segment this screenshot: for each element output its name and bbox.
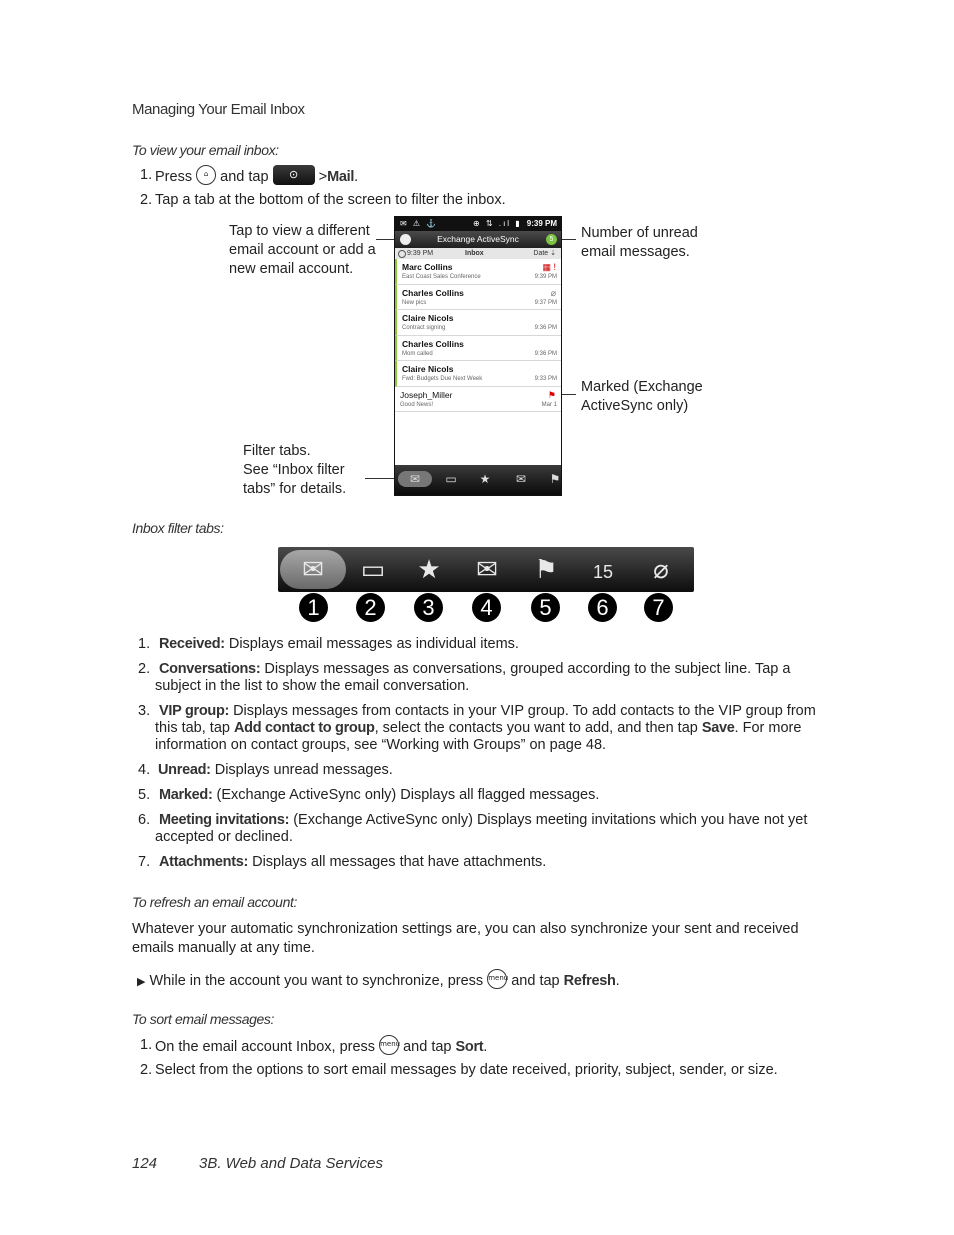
home-key-icon: ⌂	[196, 165, 216, 185]
inbox-filter-heading: Inbox filter tabs:	[132, 520, 224, 536]
step-number: 1.	[140, 1037, 153, 1053]
unread-badge: 5	[546, 234, 557, 245]
step-text: .	[354, 168, 359, 185]
message-time: 9:36 PM	[534, 325, 557, 331]
item-desc: , select the contacts you want to add, and then tap	[374, 720, 698, 736]
item-name: Conversations:	[159, 661, 261, 677]
step-text: and tap	[220, 168, 269, 185]
invite-priority-icon: ▦ !	[542, 262, 556, 272]
marked-tab-icon[interactable]: ⚑	[549, 472, 561, 486]
inbox-subheader	[395, 248, 561, 259]
message-sender: Joseph_Miller	[400, 389, 453, 400]
refresh-heading: To refresh an email account:	[132, 894, 297, 910]
callout-marked: Marked (Exchange ActiveSync only)	[581, 379, 703, 414]
tab-description	[138, 636, 828, 653]
callout-filter-tabs	[243, 442, 363, 499]
step-number: 2.	[140, 1062, 153, 1078]
callout-line	[376, 239, 394, 240]
message-row[interactable]	[395, 361, 561, 387]
sort-step-text: and tap	[403, 1038, 452, 1055]
chapter-title: 3B. Web and Data Services	[199, 1155, 383, 1172]
filter-tabs-strip	[278, 547, 694, 592]
message-time: 9:37 PM	[534, 299, 557, 306]
message-subject: Contract signing	[402, 325, 446, 331]
marked-tab-icon[interactable]: ⚑	[534, 554, 558, 584]
menu-key-label: menu	[488, 974, 509, 982]
refresh-target: Refresh	[563, 972, 616, 989]
menu-key-icon	[487, 969, 507, 989]
message-subject: Good News!	[400, 401, 434, 408]
section-title: Managing Your Email Inbox	[132, 101, 305, 118]
signal-icons: ⊕ ⇅ .ıl ▮	[473, 219, 522, 228]
tab-description	[138, 661, 828, 694]
page-number: 124	[132, 1155, 158, 1172]
save-label: Save	[701, 720, 735, 736]
item-name: Received:	[159, 636, 225, 652]
add-contact-to-group-label: Add contact to group	[234, 720, 375, 736]
item-desc: Displays email messages as individual items.	[228, 636, 519, 652]
account-bar[interactable]	[395, 231, 561, 248]
vip-tab-icon[interactable]: ★	[479, 472, 491, 486]
message-time: 9:33 PM	[534, 376, 557, 382]
refresh-paragraph: Whatever your automatic synchronization settings are, you can also synchronize your sent and received emails manually at any time.	[132, 921, 799, 956]
item-desc: Displays all messages that have attachments.	[252, 854, 547, 870]
message-row[interactable]	[395, 285, 561, 311]
refresh-step-text: While in the account you want to synchronize, press	[149, 972, 484, 989]
meeting-invitations-tab-icon[interactable]	[578, 550, 628, 589]
flag-icon: ⚑	[547, 389, 556, 400]
received-tab-icon[interactable]: ✉	[280, 550, 346, 589]
message-row[interactable]	[395, 336, 561, 362]
tab-number-badge: 6	[588, 593, 617, 622]
item-desc: . For more information on contact groups, see “Working with Groups” on page 48.	[155, 720, 802, 753]
item-number: 7.	[138, 854, 151, 870]
tab-number-badge: 4	[472, 593, 501, 622]
item-number: 5.	[138, 787, 151, 803]
step-number: 1.	[140, 167, 153, 183]
calendar-day-label: 15	[592, 562, 614, 582]
unread-tab-icon[interactable]: ✉	[515, 472, 527, 486]
refresh-step	[137, 971, 827, 991]
attachment-icon: ⌀	[550, 287, 556, 298]
sort-text: Date	[533, 250, 549, 257]
sort-step2: Select from the options to sort email messages by date received, priority, subject, sender, or size.	[155, 1062, 778, 1078]
status-time: 9:39 PM	[526, 219, 557, 228]
launch-bar-icon: ⊙	[273, 165, 315, 185]
item-desc: (Exchange ActiveSync only) Displays all flagged messages.	[216, 787, 600, 803]
tab-number-badge: 1	[299, 593, 328, 622]
item-name: Meeting invitations:	[159, 812, 290, 828]
conversations-tab-icon[interactable]: ▭	[360, 554, 386, 584]
message-subject: Fwd: Budgets Due Next Week	[402, 376, 483, 382]
sort-step1	[155, 1037, 487, 1057]
message-sender: Marc Collins	[402, 262, 453, 272]
mail-target: Mail	[327, 168, 355, 185]
tab-number-badge: 7	[644, 593, 673, 622]
message-sender: Charles Collins	[402, 338, 464, 349]
view-inbox-step1	[155, 167, 358, 187]
unread-tab-icon[interactable]: ✉	[476, 554, 498, 584]
message-time: Mar 1	[541, 401, 557, 408]
view-inbox-heading: To view your email inbox:	[132, 142, 279, 158]
item-number: 3.	[138, 703, 151, 719]
sort-label[interactable]: Date ⇣	[533, 250, 556, 257]
sort-step-text: .	[483, 1038, 488, 1055]
account-arrow-icon[interactable]	[400, 234, 411, 245]
message-subject: Mom called	[402, 350, 433, 357]
refresh-step-text: .	[615, 972, 620, 989]
menu-key-icon	[379, 1035, 399, 1055]
item-desc: Displays messages as conversations, grouped according to the subject line. Tap a subject in the list to show the email conversation.	[155, 661, 791, 694]
message-subject: New pics	[402, 299, 427, 306]
tab-number-badge: 5	[531, 593, 560, 622]
phone-status-bar	[395, 217, 561, 231]
item-desc: (Exchange ActiveSync only) Displays meeting invitations which you have not yet accepted or declined.	[155, 812, 808, 845]
status-icons: ✉ ⚠ ⚓	[400, 219, 439, 228]
conversations-tab-icon[interactable]: ▭	[445, 472, 457, 486]
item-number: 2.	[138, 661, 151, 677]
sort-target: Sort	[455, 1038, 484, 1055]
message-time: 9:36 PM	[534, 350, 557, 357]
phone-screenshot	[394, 216, 562, 496]
attachments-tab-icon[interactable]: ⌀	[653, 554, 669, 584]
callout-filter-line1: Filter tabs.	[243, 443, 311, 459]
message-sender: Charles Collins	[402, 287, 464, 298]
item-name: Marked:	[159, 787, 213, 803]
message-row[interactable]	[395, 310, 561, 336]
phone-filter-tabs	[395, 465, 561, 495]
message-row[interactable]	[395, 387, 561, 413]
tab-number-badge: 3	[414, 593, 443, 622]
item-name: Unread:	[158, 762, 211, 778]
tab-description	[138, 812, 828, 845]
sort-step-text: On the email account Inbox, press	[155, 1038, 376, 1055]
received-tab-icon[interactable]: ✉	[398, 471, 432, 487]
item-name: VIP group:	[159, 703, 230, 719]
message-sender: Claire Nicols	[402, 313, 454, 323]
step-text: Press	[155, 168, 193, 185]
tab-description	[138, 854, 828, 871]
sync-icon	[398, 250, 406, 258]
message-sender: Claire Nicols	[402, 364, 454, 374]
item-desc: Displays messages from contacts in your VIP group. To add contacts to the VIP group from this tab, tap	[155, 703, 816, 736]
menu-key-label: menu	[380, 1040, 401, 1048]
message-row[interactable]	[395, 259, 561, 285]
callout-filter-line2: See “Inbox filter tabs” for details.	[243, 462, 347, 497]
tab-number-badge: 2	[356, 593, 385, 622]
item-name: Attachments:	[159, 854, 249, 870]
item-number: 1.	[138, 636, 151, 652]
sync-time: 9:39 PM	[407, 250, 434, 257]
message-subject: East Coast Sales Conference	[402, 274, 481, 280]
message-time: 9:39 PM	[534, 274, 557, 280]
tab-description	[138, 762, 828, 779]
bullet-arrow-icon: ▶	[137, 975, 146, 988]
view-inbox-step2: Tap a tab at the bottom of the screen to filter the inbox.	[155, 192, 506, 208]
callout-account: Tap to view a different email account or add a new email account.	[229, 223, 376, 277]
tab-description	[138, 787, 828, 804]
step-separator: >	[318, 168, 328, 185]
refresh-step-text: and tap	[511, 972, 560, 989]
callout-unread: Number of unread email messages.	[581, 225, 698, 260]
account-name: Exchange ActiveSync	[437, 234, 519, 244]
step-number: 2.	[140, 192, 153, 208]
vip-group-tab-icon[interactable]: ★	[417, 554, 441, 584]
tab-description	[138, 703, 828, 753]
sort-heading: To sort email messages:	[132, 1011, 275, 1027]
item-number: 6.	[138, 812, 151, 828]
folder-name: Inbox	[465, 250, 484, 257]
item-desc: Displays unread messages.	[214, 762, 393, 778]
item-number: 4.	[138, 762, 151, 778]
